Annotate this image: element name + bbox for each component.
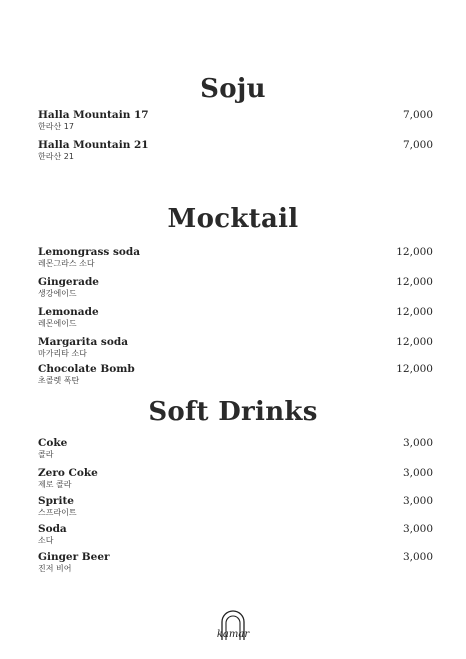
list-item (38, 276, 433, 302)
list-item (38, 523, 433, 549)
item-price: 12,000 (396, 363, 433, 375)
arch-logo-svg (208, 610, 258, 646)
section-soju (0, 74, 466, 104)
item-price: 3,000 (402, 523, 433, 535)
item-korean-name: 콜라 (38, 450, 54, 459)
item-korean-name: 제로 콜라 (38, 480, 72, 489)
item-korean-name: 레몬에이드 (38, 319, 77, 328)
item-name: Margarita soda (38, 336, 128, 348)
section-soft-drinks (0, 397, 466, 427)
item-name: Halla Mountain 17 (38, 109, 149, 121)
list-item (38, 363, 433, 389)
item-price: 3,000 (402, 551, 433, 563)
item-name: Coke (38, 437, 68, 449)
item-price: 7,000 (402, 139, 433, 151)
list-item (38, 139, 433, 165)
list-item (38, 109, 433, 135)
item-price: 3,000 (402, 467, 433, 479)
item-price: 12,000 (396, 246, 433, 258)
item-name: Chocolate Bomb (38, 363, 135, 375)
section-title: Mocktail (167, 204, 299, 234)
item-name: Zero Coke (38, 467, 98, 479)
item-korean-name: 마가리타 소다 (38, 349, 87, 358)
item-korean-name: 진저 비어 (38, 564, 72, 573)
arch-logo-icon (208, 610, 258, 646)
list-item (38, 246, 433, 272)
item-price: 3,000 (402, 495, 433, 507)
item-price: 12,000 (396, 336, 433, 348)
item-korean-name: 생강에이드 (38, 289, 77, 298)
item-name: Halla Mountain 21 (38, 139, 149, 151)
item-name: Lemongrass soda (38, 246, 141, 258)
list-item (38, 551, 433, 577)
list-item (38, 437, 433, 463)
item-name: Lemonade (38, 306, 99, 318)
section-title: Soft Drinks (148, 397, 318, 427)
item-name: Sprite (38, 495, 74, 507)
list-item (38, 306, 433, 332)
list-item (38, 495, 433, 521)
item-korean-name: 레몬그라스 소다 (38, 259, 95, 268)
item-korean-name: 소다 (38, 536, 54, 545)
section-title: Soju (200, 74, 266, 104)
item-price: 12,000 (396, 306, 433, 318)
item-korean-name: 스프라이트 (38, 508, 77, 517)
item-name: Gingerade (38, 276, 99, 288)
list-item (38, 467, 433, 493)
logo-text: kamar (216, 629, 250, 640)
list-item (38, 336, 433, 362)
section-mocktail (0, 204, 466, 234)
item-price: 7,000 (402, 109, 433, 121)
item-price: 12,000 (396, 276, 433, 288)
item-korean-name: 한라산 17 (38, 122, 74, 131)
item-korean-name: 한라산 21 (38, 152, 74, 161)
item-name: Soda (38, 523, 67, 535)
item-korean-name: 초콜렛 폭탄 (38, 376, 80, 385)
item-name: Ginger Beer (38, 551, 110, 563)
item-price: 3,000 (402, 437, 433, 449)
